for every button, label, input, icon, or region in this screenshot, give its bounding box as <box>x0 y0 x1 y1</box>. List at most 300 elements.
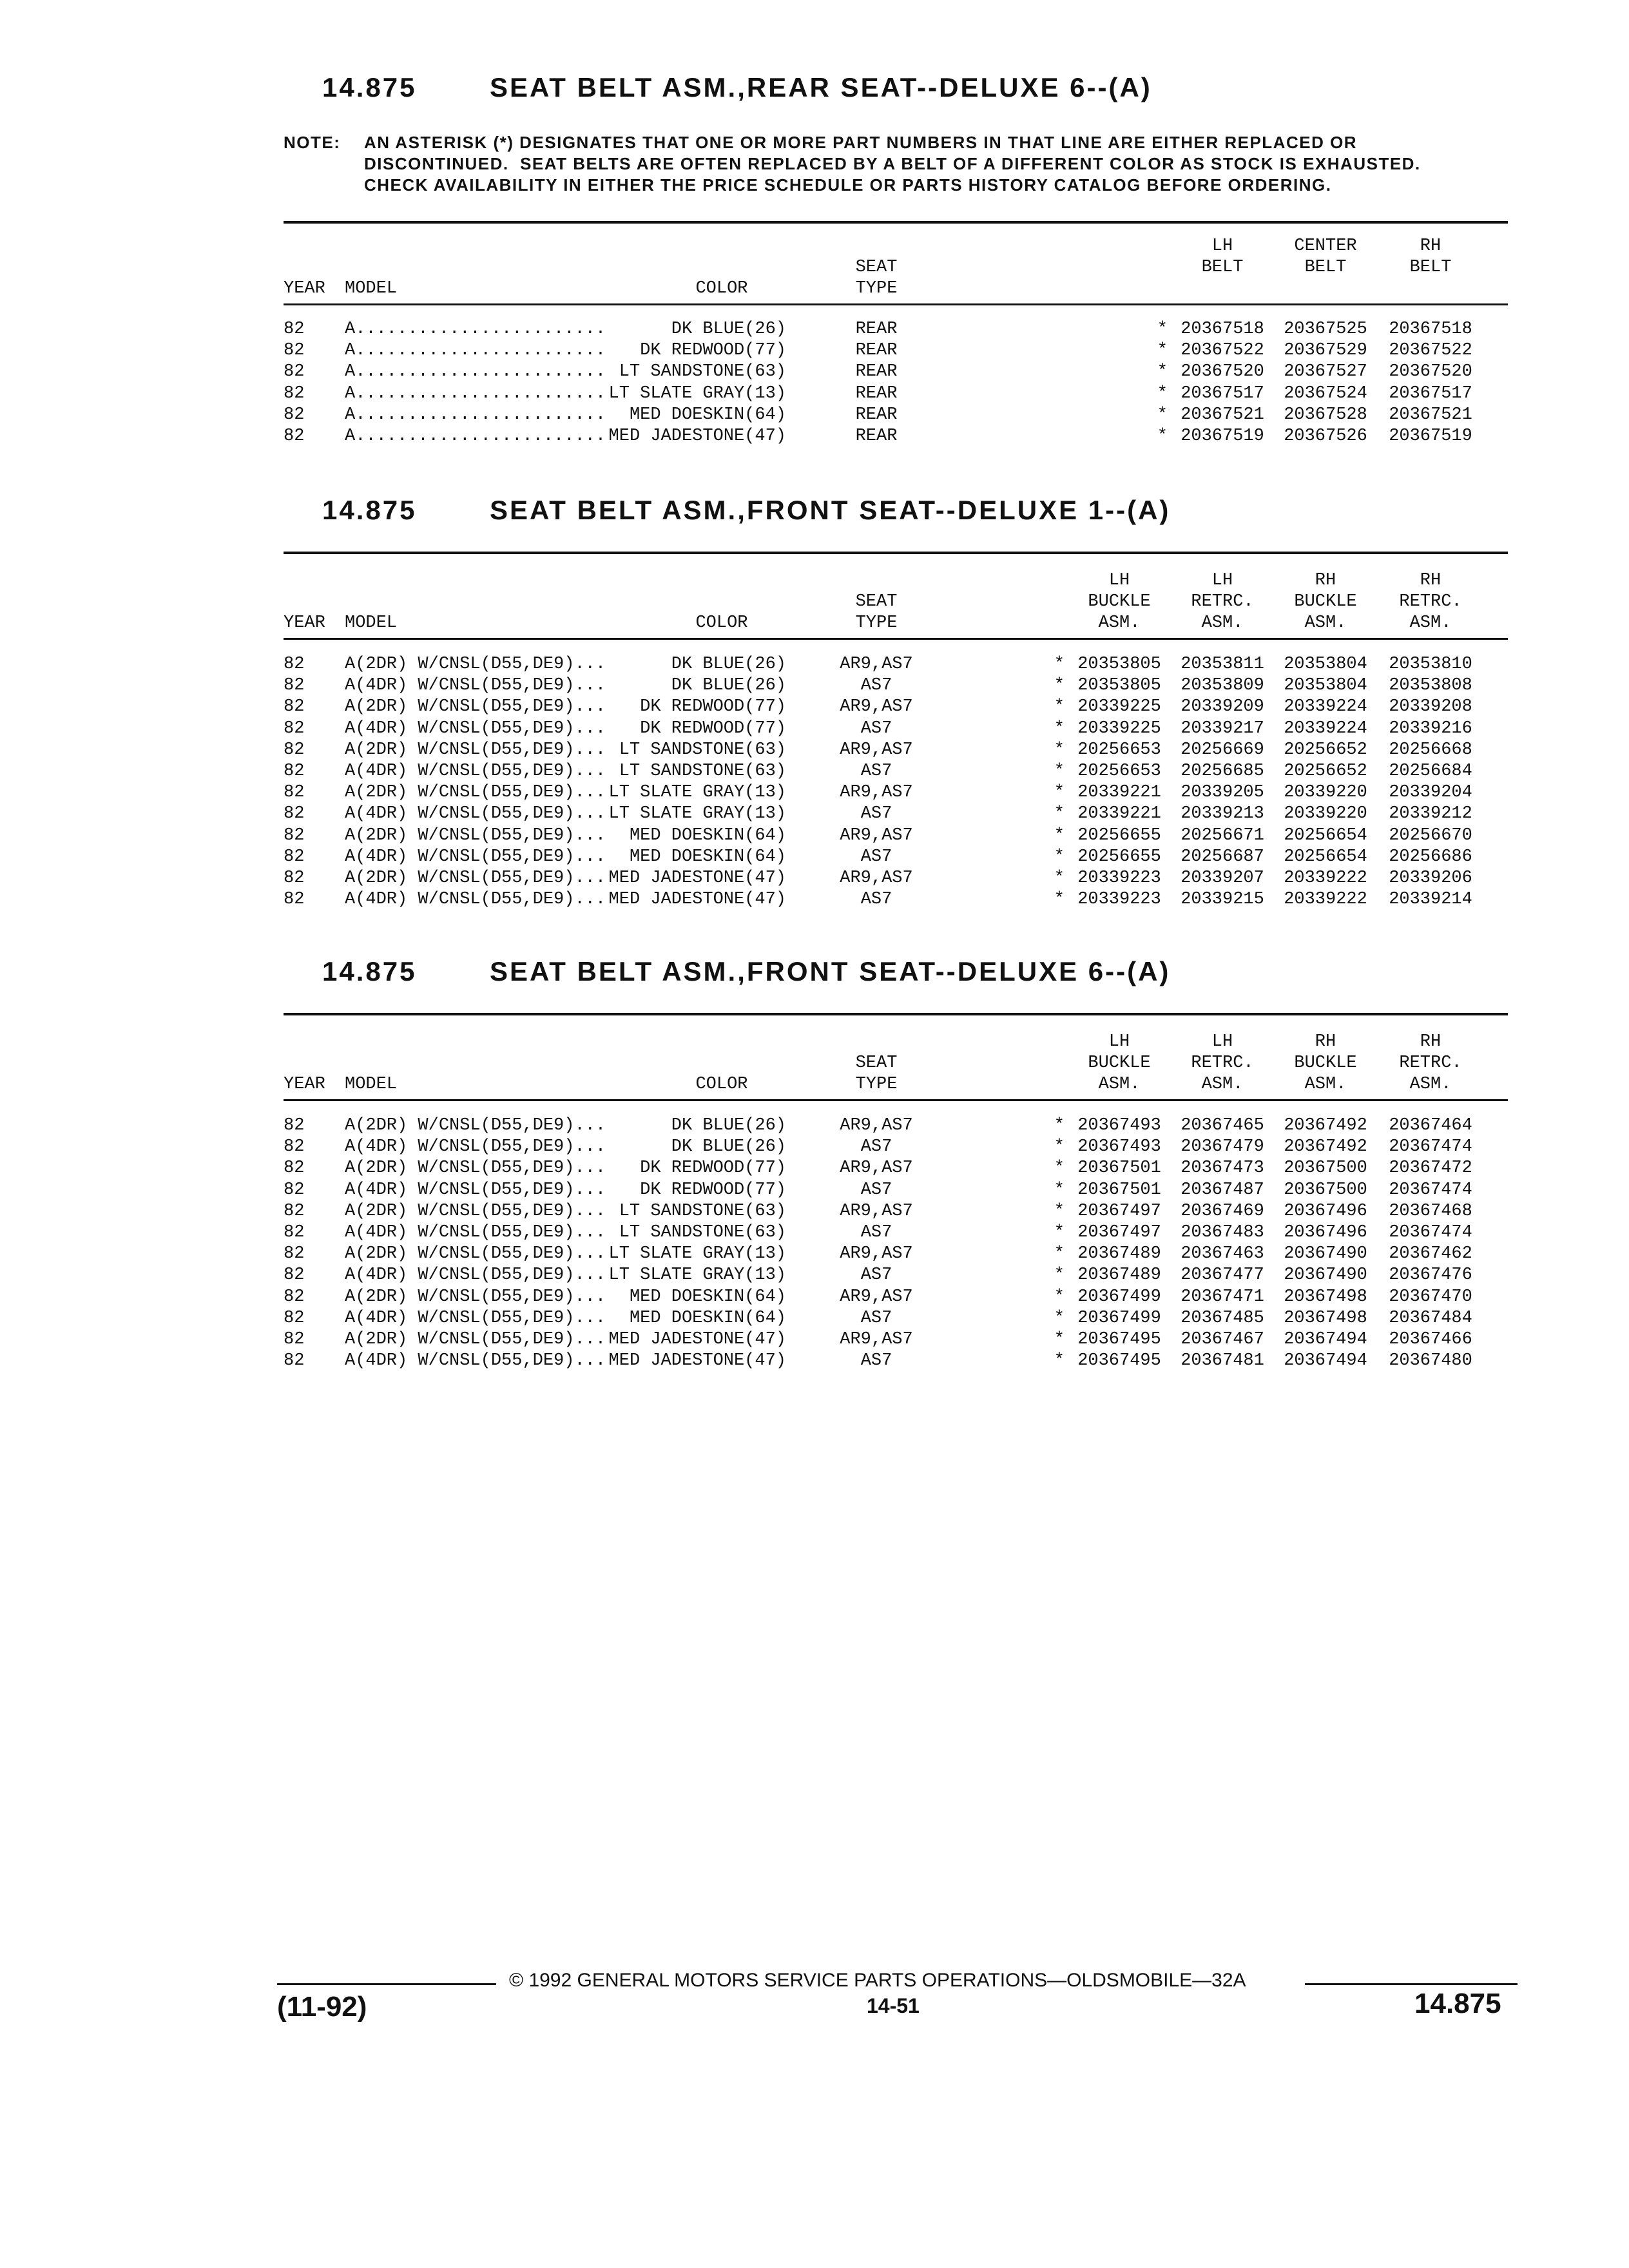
cell-part-number: 20339221 <box>1077 783 1161 802</box>
cell-year: 82 <box>284 826 305 845</box>
col-header-part-4-a: RH <box>1420 571 1441 590</box>
header-rule-bottom <box>284 303 1508 305</box>
col-header-part-3-b: BUCKLE <box>1294 1053 1357 1073</box>
replaced-asterisk: * <box>1157 362 1168 381</box>
col-header-part-1-b: BUCKLE <box>1088 592 1151 611</box>
replaced-asterisk: * <box>1157 341 1168 360</box>
cell-color: MED DOESKIN(64) <box>629 405 786 425</box>
cell-color: DK BLUE(26) <box>671 655 786 674</box>
cell-year: 82 <box>284 320 305 339</box>
cell-part-number: 20367518 <box>1389 320 1472 339</box>
cell-part-number: 20339217 <box>1181 719 1264 738</box>
cell-year: 82 <box>284 697 305 716</box>
cell-color: MED JADESTONE(47) <box>608 1330 786 1349</box>
col-header-part-1-a: LH <box>1108 1032 1130 1052</box>
col-header-part-3-b: BUCKLE <box>1294 592 1357 611</box>
cell-year: 82 <box>284 427 305 446</box>
cell-model: A(2DR) W/CNSL(D55,DE9)... <box>345 1116 606 1135</box>
replaced-asterisk: * <box>1054 826 1065 845</box>
cell-year: 82 <box>284 362 305 381</box>
cell-seat-type: AR9,AS7 <box>840 1244 913 1264</box>
col-header-seat-type-1: SEAT <box>855 1053 898 1073</box>
cell-seat-type: AR9,AS7 <box>840 869 913 888</box>
col-header-part-1-c: ASM. <box>1098 1075 1141 1094</box>
cell-model: A(4DR) W/CNSL(D55,DE9)... <box>345 890 606 909</box>
cell-color: DK REDWOOD(77) <box>640 1158 786 1178</box>
cell-seat-type: AS7 <box>860 719 892 738</box>
cell-color: DK BLUE(26) <box>671 1116 786 1135</box>
cell-part-number: 20367477 <box>1181 1265 1264 1285</box>
cell-color: MED DOESKIN(64) <box>629 1287 786 1307</box>
cell-color: LT SLATE GRAY(13) <box>608 783 786 802</box>
cell-part-number: 20353804 <box>1284 676 1367 695</box>
cell-part-number: 20367519 <box>1389 427 1472 446</box>
col-header-part-3-a: RH <box>1315 1032 1336 1052</box>
cell-year: 82 <box>284 1265 305 1285</box>
replaced-asterisk: * <box>1054 762 1065 781</box>
cell-model: A(4DR) W/CNSL(D55,DE9)... <box>345 1265 606 1285</box>
cell-model: A(4DR) W/CNSL(D55,DE9)... <box>345 676 606 695</box>
cell-seat-type: AS7 <box>860 847 892 867</box>
cell-part-number: 20367500 <box>1284 1180 1367 1200</box>
footer-page-number: 14-51 <box>867 1994 920 2017</box>
cell-part-number: 20339225 <box>1077 719 1161 738</box>
replaced-asterisk: * <box>1054 869 1065 888</box>
cell-part-number: 20339208 <box>1389 697 1472 716</box>
cell-part-number: 20339206 <box>1389 869 1472 888</box>
cell-part-number: 20367499 <box>1077 1287 1161 1307</box>
cell-seat-type: AR9,AS7 <box>840 1202 913 1221</box>
cell-model: A(2DR) W/CNSL(D55,DE9)... <box>345 783 606 802</box>
cell-seat-type: AR9,AS7 <box>840 826 913 845</box>
cell-year: 82 <box>284 719 305 738</box>
cell-color: DK BLUE(26) <box>671 676 786 695</box>
cell-color: MED JADESTONE(47) <box>608 1351 786 1370</box>
cell-part-number: 20339209 <box>1181 697 1264 716</box>
cell-color: LT SANDSTONE(63) <box>619 1202 786 1221</box>
cell-year: 82 <box>284 1287 305 1307</box>
replaced-asterisk: * <box>1054 676 1065 695</box>
note-label: NOTE: <box>284 133 341 152</box>
cell-model: A(4DR) W/CNSL(D55,DE9)... <box>345 1137 606 1157</box>
header-rule-bottom <box>284 1099 1508 1101</box>
cell-part-number: 20367487 <box>1181 1180 1264 1200</box>
section-title <box>322 72 1152 103</box>
cell-part-number: 20367473 <box>1181 1158 1264 1178</box>
cell-color: MED JADESTONE(47) <box>608 890 786 909</box>
col-header-year: YEAR <box>284 1075 325 1094</box>
cell-year: 82 <box>284 1202 305 1221</box>
footer-date: (11-92) <box>277 1991 367 2023</box>
cell-year: 82 <box>284 847 305 867</box>
cell-model: A(2DR) W/CNSL(D55,DE9)... <box>345 869 606 888</box>
replaced-asterisk: * <box>1157 405 1168 425</box>
cell-model: A(2DR) W/CNSL(D55,DE9)... <box>345 1244 606 1264</box>
cell-part-number: 20367528 <box>1284 405 1367 425</box>
col-header-part-2-a: CENTER <box>1294 236 1357 256</box>
col-header-seat-type-2: TYPE <box>855 279 898 298</box>
cell-seat-type: AR9,AS7 <box>840 740 913 760</box>
cell-year: 82 <box>284 405 305 425</box>
note-line: DISCONTINUED. SEAT BELTS ARE OFTEN REPLACED BY A BELT OF A DIFFERENT COLOR AS STOCK IS EXHAUSTED. <box>364 154 1421 173</box>
cell-year: 82 <box>284 1309 305 1328</box>
cell-part-number: 20367494 <box>1284 1351 1367 1370</box>
col-header-part-3-a: RH <box>1315 571 1336 590</box>
section-number: 14.875 <box>322 956 417 986</box>
col-header-part-4-a: RH <box>1420 1032 1441 1052</box>
cell-seat-type: REAR <box>855 405 898 425</box>
footer-section-number: 14.875 <box>1414 1988 1501 2019</box>
cell-model: A(4DR) W/CNSL(D55,DE9)... <box>345 1309 606 1328</box>
cell-color: DK REDWOOD(77) <box>640 697 786 716</box>
cell-part-number: 20367527 <box>1284 362 1367 381</box>
col-header-part-3-b: BELT <box>1409 258 1452 277</box>
cell-color: DK REDWOOD(77) <box>640 1180 786 1200</box>
col-header-part-2-a: LH <box>1211 1032 1233 1052</box>
cell-model: A(4DR) W/CNSL(D55,DE9)... <box>345 1351 606 1370</box>
replaced-asterisk: * <box>1054 1351 1065 1370</box>
cell-part-number: 20256652 <box>1284 740 1367 760</box>
replaced-asterisk: * <box>1157 427 1168 446</box>
cell-part-number: 20367521 <box>1181 405 1264 425</box>
cell-color: LT SLATE GRAY(13) <box>608 804 786 823</box>
cell-part-number: 20367525 <box>1284 320 1367 339</box>
cell-part-number: 20367471 <box>1181 1287 1264 1307</box>
cell-part-number: 20367522 <box>1389 341 1472 360</box>
col-header-part-2-b: RETRC. <box>1191 1053 1254 1073</box>
cell-part-number: 20256652 <box>1284 762 1367 781</box>
replaced-asterisk: * <box>1054 1202 1065 1221</box>
section-number: 14.875 <box>322 495 417 525</box>
cell-model: A(4DR) W/CNSL(D55,DE9)... <box>345 847 606 867</box>
cell-color: LT SANDSTONE(63) <box>619 362 786 381</box>
cell-year: 82 <box>284 655 305 674</box>
cell-part-number: 20339205 <box>1181 783 1264 802</box>
cell-part-number: 20367500 <box>1284 1158 1367 1178</box>
cell-part-number: 20367517 <box>1181 384 1264 403</box>
cell-part-number: 20353805 <box>1077 676 1161 695</box>
cell-part-number: 20256654 <box>1284 847 1367 867</box>
section-title <box>322 956 1170 987</box>
col-header-model: MODEL <box>345 1075 398 1094</box>
cell-seat-type: AS7 <box>860 1265 892 1285</box>
cell-color: MED JADESTONE(47) <box>608 869 786 888</box>
replaced-asterisk: * <box>1157 320 1168 339</box>
cell-seat-type: REAR <box>855 362 898 381</box>
cell-year: 82 <box>284 1137 305 1157</box>
cell-part-number: 20367479 <box>1181 1137 1264 1157</box>
cell-part-number: 20256687 <box>1181 847 1264 867</box>
cell-seat-type: REAR <box>855 427 898 446</box>
cell-year: 82 <box>284 804 305 823</box>
cell-model: A........................ <box>345 405 606 425</box>
cell-year: 82 <box>284 783 305 802</box>
cell-part-number: 20367496 <box>1284 1223 1367 1242</box>
cell-part-number: 20367489 <box>1077 1244 1161 1264</box>
cell-part-number: 20367472 <box>1389 1158 1472 1178</box>
replaced-asterisk: * <box>1054 1223 1065 1242</box>
cell-color: DK REDWOOD(77) <box>640 719 786 738</box>
cell-seat-type: AS7 <box>860 1309 892 1328</box>
cell-seat-type: AR9,AS7 <box>840 1158 913 1178</box>
cell-part-number: 20367464 <box>1389 1116 1472 1135</box>
cell-seat-type: REAR <box>855 341 898 360</box>
replaced-asterisk: * <box>1054 1309 1065 1328</box>
col-header-part-2-a: LH <box>1211 571 1233 590</box>
cell-part-number: 20367493 <box>1077 1137 1161 1157</box>
cell-model: A(4DR) W/CNSL(D55,DE9)... <box>345 804 606 823</box>
cell-model: A(4DR) W/CNSL(D55,DE9)... <box>345 762 606 781</box>
cell-seat-type: REAR <box>855 320 898 339</box>
cell-part-number: 20353811 <box>1181 655 1264 674</box>
cell-seat-type: AR9,AS7 <box>840 1330 913 1349</box>
replaced-asterisk: * <box>1054 740 1065 760</box>
cell-part-number: 20339213 <box>1181 804 1264 823</box>
cell-part-number: 20367481 <box>1181 1351 1264 1370</box>
cell-part-number: 20367497 <box>1077 1223 1161 1242</box>
col-header-part-1-a: LH <box>1211 236 1233 256</box>
replaced-asterisk: * <box>1054 1137 1065 1157</box>
cell-year: 82 <box>284 1330 305 1349</box>
cell-model: A........................ <box>345 341 606 360</box>
col-header-seat-type-2: TYPE <box>855 613 898 633</box>
cell-year: 82 <box>284 890 305 909</box>
cell-model: A(4DR) W/CNSL(D55,DE9)... <box>345 1180 606 1200</box>
replaced-asterisk: * <box>1054 847 1065 867</box>
cell-part-number: 20353808 <box>1389 676 1472 695</box>
header-rule-top <box>284 1013 1508 1015</box>
cell-part-number: 20353810 <box>1389 655 1472 674</box>
cell-part-number: 20339204 <box>1389 783 1472 802</box>
cell-seat-type: AS7 <box>860 762 892 781</box>
cell-part-number: 20256685 <box>1181 762 1264 781</box>
cell-model: A........................ <box>345 427 606 446</box>
cell-part-number: 20367469 <box>1181 1202 1264 1221</box>
cell-model: A(2DR) W/CNSL(D55,DE9)... <box>345 1158 606 1178</box>
cell-part-number: 20367498 <box>1284 1287 1367 1307</box>
replaced-asterisk: * <box>1054 719 1065 738</box>
cell-part-number: 20339224 <box>1284 697 1367 716</box>
cell-part-number: 20339224 <box>1284 719 1367 738</box>
cell-part-number: 20339221 <box>1077 804 1161 823</box>
col-header-part-3-c: ASM. <box>1304 613 1347 633</box>
cell-seat-type: AR9,AS7 <box>840 1116 913 1135</box>
cell-part-number: 20256668 <box>1389 740 1472 760</box>
cell-color: LT SLATE GRAY(13) <box>608 1244 786 1264</box>
cell-model: A(2DR) W/CNSL(D55,DE9)... <box>345 740 606 760</box>
cell-year: 82 <box>284 1116 305 1135</box>
cell-part-number: 20367492 <box>1284 1116 1367 1135</box>
cell-part-number: 20367474 <box>1389 1223 1472 1242</box>
cell-year: 82 <box>284 740 305 760</box>
cell-part-number: 20367521 <box>1389 405 1472 425</box>
replaced-asterisk: * <box>1054 804 1065 823</box>
cell-year: 82 <box>284 1180 305 1200</box>
col-header-part-1-b: BELT <box>1201 258 1244 277</box>
col-header-seat-type-2: TYPE <box>855 1075 898 1094</box>
cell-part-number: 20367517 <box>1389 384 1472 403</box>
cell-part-number: 20256655 <box>1077 847 1161 867</box>
cell-part-number: 20367489 <box>1077 1265 1161 1285</box>
replaced-asterisk: * <box>1054 1287 1065 1307</box>
cell-model: A(2DR) W/CNSL(D55,DE9)... <box>345 1202 606 1221</box>
cell-part-number: 20367519 <box>1181 427 1264 446</box>
replaced-asterisk: * <box>1054 1265 1065 1285</box>
cell-year: 82 <box>284 1158 305 1178</box>
col-header-model: MODEL <box>345 613 398 633</box>
cell-color: LT SANDSTONE(63) <box>619 762 786 781</box>
cell-part-number: 20367484 <box>1389 1309 1472 1328</box>
cell-color: DK REDWOOD(77) <box>640 341 786 360</box>
cell-color: MED DOESKIN(64) <box>629 1309 786 1328</box>
cell-part-number: 20339225 <box>1077 697 1161 716</box>
col-header-year: YEAR <box>284 613 325 633</box>
cell-part-number: 20367462 <box>1389 1244 1472 1264</box>
cell-part-number: 20256669 <box>1181 740 1264 760</box>
cell-seat-type: AS7 <box>860 1351 892 1370</box>
cell-part-number: 20367485 <box>1181 1309 1264 1328</box>
note-line: AN ASTERISK (*) DESIGNATES THAT ONE OR MORE PART NUMBERS IN THAT LINE ARE EITHER REPLACED OR <box>364 133 1358 152</box>
cell-color: MED JADESTONE(47) <box>608 427 786 446</box>
footer-copyright: © 1992 GENERAL MOTORS SERVICE PARTS OPERATIONS—OLDSMOBILE—32A <box>509 1970 1246 1991</box>
cell-seat-type: AR9,AS7 <box>840 1287 913 1307</box>
col-header-part-2-c: ASM. <box>1201 613 1244 633</box>
header-rule-bottom <box>284 638 1508 640</box>
replaced-asterisk: * <box>1054 890 1065 909</box>
cell-part-number: 20367465 <box>1181 1116 1264 1135</box>
cell-year: 82 <box>284 762 305 781</box>
col-header-part-2-b: RETRC. <box>1191 592 1254 611</box>
cell-model: A(4DR) W/CNSL(D55,DE9)... <box>345 1223 606 1242</box>
cell-part-number: 20353809 <box>1181 676 1264 695</box>
col-header-model: MODEL <box>345 279 398 298</box>
section-heading: SEAT BELT ASM.,REAR SEAT--DELUXE 6--(A) <box>490 72 1152 102</box>
cell-year: 82 <box>284 384 305 403</box>
col-header-part-3-c: ASM. <box>1304 1075 1347 1094</box>
cell-part-number: 20367467 <box>1181 1330 1264 1349</box>
replaced-asterisk: * <box>1157 384 1168 403</box>
cell-part-number: 20367474 <box>1389 1180 1472 1200</box>
cell-part-number: 20339212 <box>1389 804 1472 823</box>
cell-seat-type: AR9,AS7 <box>840 783 913 802</box>
cell-color: DK BLUE(26) <box>671 1137 786 1157</box>
col-header-color: COLOR <box>695 279 748 298</box>
cell-year: 82 <box>284 1244 305 1264</box>
cell-part-number: 20367520 <box>1181 362 1264 381</box>
replaced-asterisk: * <box>1054 1244 1065 1264</box>
replaced-asterisk: * <box>1054 655 1065 674</box>
cell-part-number: 20353804 <box>1284 655 1367 674</box>
header-rule-top <box>284 552 1508 554</box>
cell-part-number: 20367490 <box>1284 1265 1367 1285</box>
cell-color: MED DOESKIN(64) <box>629 847 786 867</box>
cell-part-number: 20367474 <box>1389 1137 1472 1157</box>
cell-part-number: 20367483 <box>1181 1223 1264 1242</box>
cell-seat-type: AS7 <box>860 1180 892 1200</box>
cell-part-number: 20339220 <box>1284 804 1367 823</box>
cell-part-number: 20367499 <box>1077 1309 1161 1328</box>
cell-seat-type: AR9,AS7 <box>840 697 913 716</box>
cell-part-number: 20367497 <box>1077 1202 1161 1221</box>
cell-part-number: 20339222 <box>1284 890 1367 909</box>
footer-rule-right <box>1305 1983 1518 1985</box>
cell-part-number: 20256686 <box>1389 847 1472 867</box>
cell-part-number: 20367501 <box>1077 1158 1161 1178</box>
cell-model: A(2DR) W/CNSL(D55,DE9)... <box>345 1330 606 1349</box>
cell-part-number: 20367524 <box>1284 384 1367 403</box>
col-header-part-4-c: ASM. <box>1409 613 1452 633</box>
col-header-year: YEAR <box>284 279 325 298</box>
cell-part-number: 20256654 <box>1284 826 1367 845</box>
cell-seat-type: AS7 <box>860 1137 892 1157</box>
cell-part-number: 20367518 <box>1181 320 1264 339</box>
cell-model: A........................ <box>345 362 606 381</box>
cell-model: A(2DR) W/CNSL(D55,DE9)... <box>345 655 606 674</box>
cell-year: 82 <box>284 869 305 888</box>
section-number: 14.875 <box>322 72 417 102</box>
cell-part-number: 20367470 <box>1389 1287 1472 1307</box>
cell-part-number: 20367493 <box>1077 1116 1161 1135</box>
cell-part-number: 20256684 <box>1389 762 1472 781</box>
cell-part-number: 20256653 <box>1077 740 1161 760</box>
col-header-seat-type-1: SEAT <box>855 592 898 611</box>
col-header-part-3-a: RH <box>1420 236 1441 256</box>
cell-model: A(2DR) W/CNSL(D55,DE9)... <box>345 826 606 845</box>
col-header-part-4-b: RETRC. <box>1399 1053 1462 1073</box>
cell-part-number: 20256655 <box>1077 826 1161 845</box>
note-line: CHECK AVAILABILITY IN EITHER THE PRICE SCHEDULE OR PARTS HISTORY CATALOG BEFORE ORDERING. <box>364 175 1332 195</box>
cell-part-number: 20339223 <box>1077 890 1161 909</box>
replaced-asterisk: * <box>1054 1116 1065 1135</box>
cell-seat-type: AS7 <box>860 890 892 909</box>
cell-part-number: 20367496 <box>1284 1202 1367 1221</box>
cell-model: A........................ <box>345 384 606 403</box>
cell-part-number: 20339220 <box>1284 783 1367 802</box>
replaced-asterisk: * <box>1054 1180 1065 1200</box>
col-header-color: COLOR <box>695 613 748 633</box>
cell-part-number: 20367520 <box>1389 362 1472 381</box>
cell-part-number: 20367501 <box>1077 1180 1161 1200</box>
col-header-part-2-c: ASM. <box>1201 1075 1244 1094</box>
cell-model: A(2DR) W/CNSL(D55,DE9)... <box>345 697 606 716</box>
replaced-asterisk: * <box>1054 1330 1065 1349</box>
cell-seat-type: AR9,AS7 <box>840 655 913 674</box>
cell-seat-type: AS7 <box>860 676 892 695</box>
col-header-part-1-b: BUCKLE <box>1088 1053 1151 1073</box>
cell-part-number: 20339207 <box>1181 869 1264 888</box>
cell-part-number: 20367476 <box>1389 1265 1472 1285</box>
replaced-asterisk: * <box>1054 697 1065 716</box>
cell-part-number: 20367468 <box>1389 1202 1472 1221</box>
cell-part-number: 20256653 <box>1077 762 1161 781</box>
cell-year: 82 <box>284 1351 305 1370</box>
cell-part-number: 20367529 <box>1284 341 1367 360</box>
footer-rule-left <box>277 1983 496 1985</box>
section-title <box>322 495 1170 526</box>
cell-part-number: 20367463 <box>1181 1244 1264 1264</box>
cell-model: A(4DR) W/CNSL(D55,DE9)... <box>345 719 606 738</box>
col-header-part-1-c: ASM. <box>1098 613 1141 633</box>
cell-part-number: 20367522 <box>1181 341 1264 360</box>
cell-color: LT SANDSTONE(63) <box>619 740 786 760</box>
col-header-part-2-b: BELT <box>1304 258 1347 277</box>
cell-part-number: 20367490 <box>1284 1244 1367 1264</box>
cell-color: LT SANDSTONE(63) <box>619 1223 786 1242</box>
cell-part-number: 20367466 <box>1389 1330 1472 1349</box>
cell-part-number: 20339223 <box>1077 869 1161 888</box>
cell-part-number: 20367492 <box>1284 1137 1367 1157</box>
cell-part-number: 20339222 <box>1284 869 1367 888</box>
